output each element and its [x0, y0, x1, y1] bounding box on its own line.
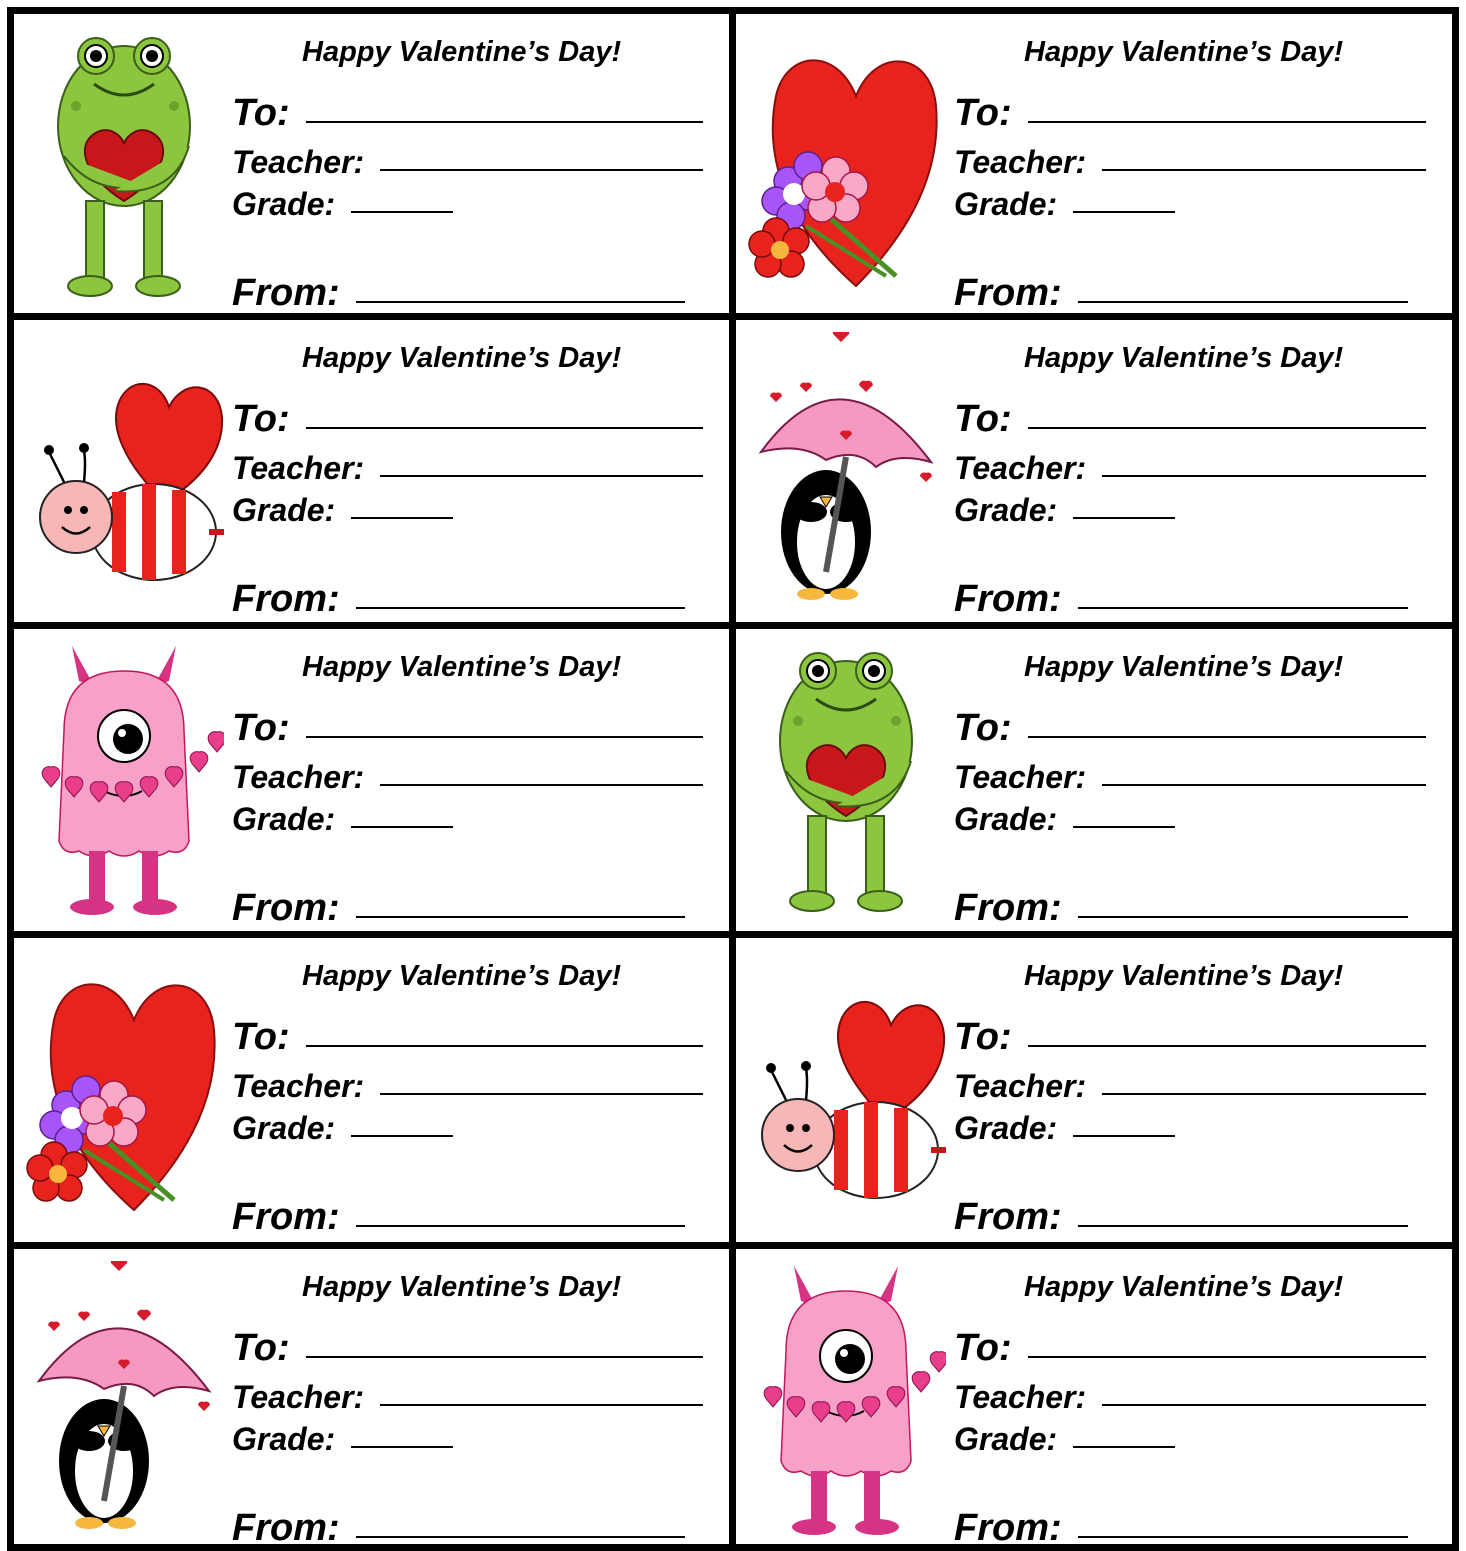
- grade-blank-line: [351, 517, 453, 519]
- card-text-block: [232, 938, 715, 1242]
- teacher-blank-line: [380, 475, 703, 477]
- grade-blank-line: [1073, 211, 1175, 213]
- teacher-blank-line: [380, 1404, 703, 1406]
- to-field: [954, 92, 1426, 135]
- from-field: [954, 578, 1408, 621]
- card-title: Happy Valentine’s Day!: [1024, 960, 1344, 992]
- from-blank-line: [356, 607, 685, 609]
- card-title: Happy Valentine’s Day!: [302, 36, 622, 68]
- card-text-block: [232, 629, 715, 931]
- grade-blank-line: [1073, 1446, 1175, 1448]
- card-text-block: [954, 320, 1438, 622]
- to-blank-line: [306, 121, 703, 123]
- card-text-block: [954, 1249, 1438, 1549]
- from-blank-line: [356, 301, 685, 303]
- from-label: From:: [232, 578, 340, 620]
- from-field: [954, 1507, 1408, 1550]
- frog-holding-heart-icon: [24, 26, 224, 306]
- from-field: [954, 272, 1408, 315]
- from-label: From:: [954, 578, 1062, 620]
- grade-field: [232, 492, 453, 529]
- pink-monster-icon: [24, 641, 224, 921]
- heart-with-flowers-icon: [24, 950, 224, 1230]
- card-title: Happy Valentine’s Day!: [1024, 342, 1344, 374]
- to-blank-line: [306, 427, 703, 429]
- from-blank-line: [356, 916, 685, 918]
- grade-blank-line: [351, 826, 453, 828]
- grade-label: Grade:: [954, 1421, 1058, 1457]
- teacher-field: [232, 759, 703, 796]
- to-blank-line: [1028, 736, 1426, 738]
- valentine-card: [7, 622, 736, 938]
- valentine-card: [729, 931, 1459, 1249]
- from-blank-line: [1078, 301, 1408, 303]
- to-label: To:: [232, 398, 290, 440]
- grade-field: [232, 801, 453, 838]
- grade-label: Grade:: [954, 186, 1058, 222]
- teacher-blank-line: [380, 169, 703, 171]
- to-blank-line: [1028, 121, 1426, 123]
- grade-blank-line: [1073, 826, 1175, 828]
- teacher-label: Teacher:: [954, 1379, 1087, 1415]
- grade-label: Grade:: [954, 492, 1058, 528]
- to-blank-line: [1028, 427, 1426, 429]
- grade-field: [232, 186, 453, 223]
- to-field: [232, 707, 703, 750]
- love-bug-icon: [746, 950, 946, 1230]
- from-blank-line: [356, 1225, 685, 1227]
- teacher-field: [232, 144, 703, 181]
- teacher-label: Teacher:: [232, 450, 365, 486]
- from-field: [232, 1507, 685, 1550]
- to-label: To:: [232, 92, 290, 134]
- to-field: [954, 398, 1426, 441]
- grade-label: Grade:: [232, 1110, 336, 1146]
- to-label: To:: [954, 398, 1012, 440]
- teacher-field: [954, 1068, 1426, 1105]
- teacher-field: [232, 1068, 703, 1105]
- card-text-block: [232, 320, 715, 622]
- from-label: From:: [954, 1196, 1062, 1238]
- grade-blank-line: [351, 1446, 453, 1448]
- card-title: Happy Valentine’s Day!: [302, 651, 622, 683]
- love-bug-icon: [24, 332, 224, 612]
- valentine-card: [7, 931, 736, 1249]
- from-label: From:: [954, 272, 1062, 314]
- from-label: From:: [954, 1507, 1062, 1549]
- grade-blank-line: [351, 211, 453, 213]
- teacher-field: [232, 1379, 703, 1416]
- grade-blank-line: [351, 1135, 453, 1137]
- grade-label: Grade:: [232, 801, 336, 837]
- frog-holding-heart-icon: [746, 641, 946, 921]
- to-blank-line: [1028, 1356, 1426, 1358]
- valentine-card: [729, 313, 1459, 629]
- to-field: [232, 1327, 703, 1370]
- to-field: [232, 398, 703, 441]
- teacher-blank-line: [380, 1093, 703, 1095]
- teacher-label: Teacher:: [954, 450, 1087, 486]
- teacher-label: Teacher:: [232, 1068, 365, 1104]
- pink-monster-icon: [746, 1261, 946, 1541]
- grade-field: [232, 1110, 453, 1147]
- teacher-field: [954, 759, 1426, 796]
- teacher-label: Teacher:: [954, 144, 1087, 180]
- card-text-block: [954, 629, 1438, 931]
- from-label: From:: [232, 272, 340, 314]
- teacher-label: Teacher:: [954, 759, 1087, 795]
- from-field: [232, 272, 685, 315]
- from-blank-line: [356, 1536, 685, 1538]
- teacher-blank-line: [1102, 1404, 1426, 1406]
- teacher-label: Teacher:: [232, 1379, 365, 1415]
- teacher-label: Teacher:: [232, 144, 365, 180]
- teacher-blank-line: [1102, 169, 1426, 171]
- card-text-block: [954, 938, 1438, 1242]
- valentine-card: [7, 1242, 736, 1551]
- to-blank-line: [306, 736, 703, 738]
- grade-blank-line: [1073, 517, 1175, 519]
- to-label: To:: [954, 92, 1012, 134]
- from-field: [954, 887, 1408, 930]
- card-text-block: [954, 14, 1438, 313]
- teacher-blank-line: [380, 784, 703, 786]
- grade-label: Grade:: [232, 492, 336, 528]
- from-label: From:: [954, 887, 1062, 929]
- card-title: Happy Valentine’s Day!: [1024, 651, 1344, 683]
- heart-with-flowers-icon: [746, 26, 946, 306]
- teacher-field: [954, 144, 1426, 181]
- to-field: [232, 1016, 703, 1059]
- from-label: From:: [232, 887, 340, 929]
- to-label: To:: [954, 1016, 1012, 1058]
- penguin-umbrella-icon: [24, 1261, 224, 1541]
- to-field: [954, 1327, 1426, 1370]
- to-label: To:: [954, 1327, 1012, 1369]
- valentine-card: [729, 622, 1459, 938]
- teacher-blank-line: [1102, 1093, 1426, 1095]
- from-blank-line: [1078, 1225, 1408, 1227]
- to-field: [232, 92, 703, 135]
- from-label: From:: [232, 1507, 340, 1549]
- from-blank-line: [1078, 1536, 1408, 1538]
- from-field: [232, 578, 685, 621]
- grade-field: [954, 492, 1175, 529]
- teacher-label: Teacher:: [954, 1068, 1087, 1104]
- from-field: [232, 887, 685, 930]
- to-blank-line: [306, 1045, 703, 1047]
- valentine-card: [7, 313, 736, 629]
- to-label: To:: [232, 1016, 290, 1058]
- grade-label: Grade:: [954, 1110, 1058, 1146]
- card-title: Happy Valentine’s Day!: [302, 1271, 622, 1303]
- from-field: [954, 1196, 1408, 1239]
- grade-label: Grade:: [232, 1421, 336, 1457]
- card-title: Happy Valentine’s Day!: [1024, 36, 1344, 68]
- card-title: Happy Valentine’s Day!: [1024, 1271, 1344, 1303]
- from-label: From:: [232, 1196, 340, 1238]
- to-blank-line: [306, 1356, 703, 1358]
- valentine-card: [729, 1242, 1459, 1551]
- teacher-blank-line: [1102, 784, 1426, 786]
- card-title: Happy Valentine’s Day!: [302, 342, 622, 374]
- grade-field: [954, 801, 1175, 838]
- to-field: [954, 707, 1426, 750]
- grade-field: [232, 1421, 453, 1458]
- to-blank-line: [1028, 1045, 1426, 1047]
- grade-label: Grade:: [954, 801, 1058, 837]
- teacher-field: [232, 450, 703, 487]
- card-text-block: [232, 14, 715, 313]
- teacher-field: [954, 450, 1426, 487]
- grade-blank-line: [1073, 1135, 1175, 1137]
- from-field: [232, 1196, 685, 1239]
- grade-field: [954, 1421, 1175, 1458]
- to-label: To:: [954, 707, 1012, 749]
- to-label: To:: [232, 1327, 290, 1369]
- teacher-field: [954, 1379, 1426, 1416]
- valentine-card: [729, 7, 1459, 320]
- grade-field: [954, 186, 1175, 223]
- valentine-card: [7, 7, 736, 320]
- teacher-blank-line: [1102, 475, 1426, 477]
- card-title: Happy Valentine’s Day!: [302, 960, 622, 992]
- grade-label: Grade:: [232, 186, 336, 222]
- to-field: [954, 1016, 1426, 1059]
- from-blank-line: [1078, 607, 1408, 609]
- from-blank-line: [1078, 916, 1408, 918]
- grade-field: [954, 1110, 1175, 1147]
- teacher-label: Teacher:: [232, 759, 365, 795]
- penguin-umbrella-icon: [746, 332, 946, 612]
- to-label: To:: [232, 707, 290, 749]
- card-text-block: [232, 1249, 715, 1549]
